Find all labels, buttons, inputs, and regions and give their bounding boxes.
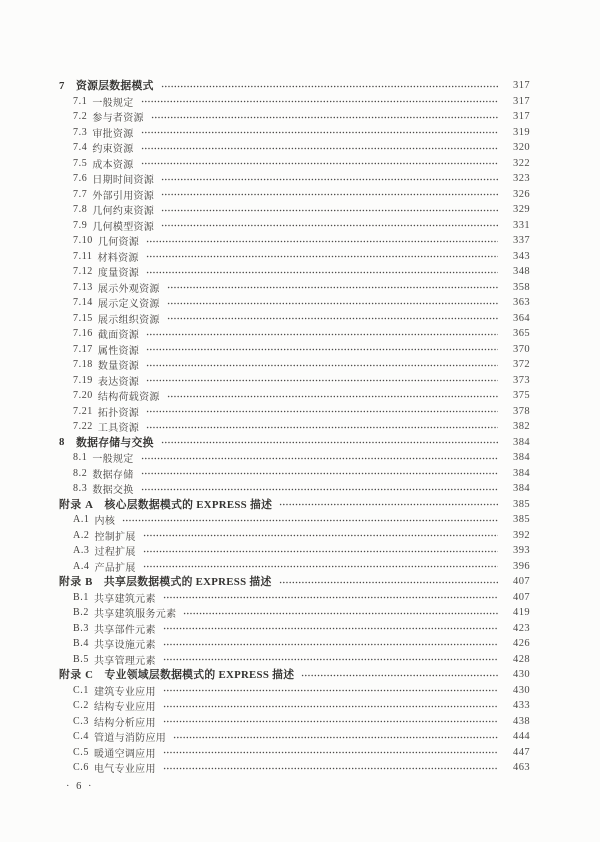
toc-entry-page: 317 <box>513 111 530 123</box>
toc-entry-title: 结构分析应用 <box>93 717 156 729</box>
toc-entry <box>59 466 530 482</box>
dot-leader <box>163 643 498 646</box>
toc-entry <box>59 559 530 575</box>
toc-entry-page: 348 <box>513 266 530 278</box>
toc-entry-page: 372 <box>513 359 530 371</box>
toc-entry <box>59 667 530 683</box>
dot-leader <box>167 395 498 398</box>
toc-entry-number: B.1 <box>73 591 89 603</box>
toc-entry-title: 成本资源 <box>92 159 134 171</box>
toc-entry-title: 专业领域层数据模式的 EXPRESS 描述 <box>104 669 295 682</box>
dot-leader <box>167 302 498 305</box>
dot-leader <box>143 550 498 553</box>
toc-entry-title: 数据交换 <box>92 485 134 497</box>
dot-leader <box>141 472 498 475</box>
toc-entry <box>59 295 530 311</box>
dot-leader <box>146 348 498 351</box>
toc-entry-title: 一般规定 <box>92 454 134 466</box>
toc-entry-title: 结构专业应用 <box>93 702 156 714</box>
toc-entry <box>59 264 530 280</box>
toc-entry-title: 展示定义资源 <box>97 299 160 311</box>
toc-entry-title: 数量资源 <box>97 361 140 373</box>
toc-entry <box>59 419 530 435</box>
dot-leader <box>183 612 498 615</box>
toc-entry-number: 7.13 <box>73 281 93 293</box>
toc-entry-title: 共享层数据模式的 EXPRESS 描述 <box>103 576 272 589</box>
toc-entry-title: 共享建筑服务元素 <box>93 609 177 621</box>
toc-entry-title: 共享设施元素 <box>93 640 156 652</box>
toc-entry-page: 384 <box>513 452 530 464</box>
toc-entry-title: 外部引用资源 <box>92 190 155 202</box>
footer-page-number: · 6 · <box>66 781 94 792</box>
toc-entry-title: 过程扩展 <box>94 547 136 559</box>
dot-leader <box>141 147 498 150</box>
toc-entry-number: 7.17 <box>73 343 93 355</box>
toc-entry-title: 电气专业应用 <box>93 764 156 776</box>
toc-entry-page: 430 <box>513 669 530 681</box>
toc-entry-number: B.4 <box>73 638 89 650</box>
toc-entry-title: 参与者资源 <box>92 113 144 125</box>
toc-entry-number: 7.20 <box>73 390 93 402</box>
toc-entry <box>59 326 530 342</box>
toc-entry-title: 表达资源 <box>97 376 140 388</box>
toc-entry-page: 329 <box>513 204 530 216</box>
toc-entry <box>59 388 530 404</box>
toc-entry-page: 385 <box>513 498 530 510</box>
toc-entry-title: 日期时间资源 <box>92 175 155 187</box>
dot-leader <box>143 534 498 537</box>
toc-entry-page: 447 <box>513 746 530 758</box>
toc-entry <box>59 94 530 110</box>
toc-entry-number: 7 <box>59 79 65 92</box>
dot-leader <box>161 209 498 212</box>
toc-entry-number: 7.9 <box>73 219 88 231</box>
dot-leader <box>163 767 498 770</box>
toc-entry-page: 382 <box>513 421 530 433</box>
dot-leader <box>161 193 498 196</box>
toc-entry-page: 428 <box>513 653 530 665</box>
toc-entry-page: 322 <box>513 157 530 169</box>
dot-leader <box>141 488 498 491</box>
toc-entry <box>59 683 530 699</box>
toc-list <box>59 78 530 776</box>
toc-entry <box>59 745 530 761</box>
dot-leader <box>279 581 498 584</box>
dot-leader <box>146 271 498 274</box>
toc-entry-title: 展示组织资源 <box>97 314 160 326</box>
toc-entry <box>59 636 530 652</box>
toc-entry-page: 337 <box>513 235 530 247</box>
toc-entry <box>59 311 530 327</box>
toc-entry-page: 378 <box>513 405 530 417</box>
toc-entry-page: 444 <box>513 731 530 743</box>
toc-entry-number: B.3 <box>73 622 89 634</box>
toc-entry-number: 7.11 <box>73 250 93 262</box>
dot-leader <box>146 379 498 382</box>
toc-entry <box>59 605 530 621</box>
toc-entry-number: 7.14 <box>73 297 93 309</box>
dot-leader <box>163 658 498 661</box>
dot-leader <box>163 720 498 723</box>
toc-entry-number: A.3 <box>73 545 90 557</box>
toc-entry-number: 7.16 <box>73 328 93 340</box>
toc-entry-page: 373 <box>513 374 530 386</box>
toc-entry <box>59 218 530 234</box>
toc-entry-number: 附录 A <box>59 498 94 511</box>
toc-entry <box>59 171 530 187</box>
toc-entry-number: 7.18 <box>73 359 93 371</box>
dot-leader <box>163 705 498 708</box>
toc-entry-title: 几何模型资源 <box>92 221 155 233</box>
dot-leader <box>301 674 498 677</box>
toc-entry-page: 364 <box>513 312 530 324</box>
toc-entry <box>59 233 530 249</box>
dot-leader <box>163 627 498 630</box>
toc-entry-page: 407 <box>513 591 530 603</box>
dot-leader <box>163 596 498 599</box>
toc-entry-page: 393 <box>513 545 530 557</box>
toc-entry-title: 数据存储 <box>92 469 134 481</box>
toc-entry-title: 属性资源 <box>97 345 140 357</box>
toc-entry-title: 产品扩展 <box>94 562 136 574</box>
toc-entry <box>59 404 530 420</box>
toc-entry-page: 385 <box>513 514 530 526</box>
toc-entry-title: 管道与消防应用 <box>93 733 167 745</box>
toc-entry-page: 419 <box>513 607 530 619</box>
dot-leader <box>122 519 498 522</box>
toc-entry <box>59 512 530 528</box>
toc-entry-page: 433 <box>513 700 530 712</box>
toc-entry <box>59 760 530 776</box>
toc-entry-page: 331 <box>513 219 530 231</box>
toc-entry-page: 438 <box>513 715 530 727</box>
dot-leader <box>143 565 498 568</box>
toc-entry-title: 核心层数据模式的 EXPRESS 描述 <box>104 498 273 511</box>
toc-entry <box>59 621 530 637</box>
dot-leader <box>146 410 498 413</box>
dot-leader <box>161 224 498 227</box>
toc-entry <box>59 497 530 513</box>
toc-entry-number: 7.1 <box>73 95 88 107</box>
dot-leader <box>173 736 498 739</box>
toc-entry-title: 共享建筑元素 <box>93 593 156 605</box>
toc-entry <box>59 140 530 156</box>
toc-entry-title: 约束资源 <box>92 144 134 156</box>
toc-entry <box>59 435 530 451</box>
toc-entry-page: 358 <box>513 281 530 293</box>
dot-leader <box>146 255 498 258</box>
toc-entry <box>59 528 530 544</box>
toc-entry <box>59 698 530 714</box>
dot-leader <box>161 85 498 88</box>
toc-entry-page: 323 <box>513 173 530 185</box>
toc-entry-title: 共享管理元素 <box>93 655 156 667</box>
toc-entry-title: 结构荷载资源 <box>97 392 160 404</box>
toc-entry-number: C.6 <box>73 762 89 774</box>
toc-entry <box>59 714 530 730</box>
dot-leader <box>146 333 498 336</box>
dot-leader <box>146 240 498 243</box>
toc-entry-number: A.2 <box>73 529 90 541</box>
dot-leader <box>163 689 498 692</box>
toc-entry-title: 展示外观资源 <box>97 283 160 295</box>
toc-entry-number: C.3 <box>73 715 89 727</box>
toc-entry <box>59 249 530 265</box>
toc-entry-number: C.5 <box>73 746 89 758</box>
toc-entry-title: 截面资源 <box>97 330 140 342</box>
toc-entry-page: 384 <box>513 483 530 495</box>
toc-entry-number: 8.2 <box>73 467 88 479</box>
toc-entry-title: 暖通空调应用 <box>93 748 156 760</box>
toc-entry-number: 附录 B <box>59 576 93 589</box>
toc-entry-title: 建筑专业应用 <box>93 686 156 698</box>
toc-entry <box>59 109 530 125</box>
toc-entry-title: 内核 <box>94 516 116 528</box>
toc-entry-number: C.1 <box>73 684 89 696</box>
toc-entry-title: 审批资源 <box>92 128 134 140</box>
dot-leader <box>279 503 498 506</box>
toc-entry <box>59 574 530 590</box>
toc-entry-title: 材料资源 <box>97 252 139 264</box>
toc-entry-number: 7.4 <box>73 142 88 154</box>
dot-leader <box>141 100 498 103</box>
dot-leader <box>161 178 498 181</box>
toc-entry-title: 数据存储与交换 <box>76 436 154 449</box>
toc-entry-page: 423 <box>513 622 530 634</box>
toc-entry <box>59 450 530 466</box>
toc-entry-number: 8.1 <box>73 452 88 464</box>
toc-entry-number: C.4 <box>73 731 89 743</box>
toc-entry-number: 7.19 <box>73 374 93 386</box>
toc-entry-number: B.5 <box>73 653 89 665</box>
toc-entry-page: 363 <box>513 297 530 309</box>
toc-entry-number: 8.3 <box>73 483 88 495</box>
toc-entry-number: B.2 <box>73 607 89 619</box>
toc-entry <box>59 342 530 358</box>
dot-leader <box>146 364 498 367</box>
toc-entry-title: 拓扑资源 <box>97 407 140 419</box>
toc-entry-number: A.1 <box>73 514 90 526</box>
toc-entry-number: 7.2 <box>73 111 88 123</box>
toc-entry-number: 附录 C <box>59 669 94 682</box>
toc-entry-number: 7.7 <box>73 188 88 200</box>
toc-entry-number: 7.22 <box>73 421 93 433</box>
toc-entry-title: 几何资源 <box>97 237 140 249</box>
toc-entry-page: 320 <box>513 142 530 154</box>
toc-entry-page: 317 <box>513 95 530 107</box>
toc-entry-title: 工具资源 <box>97 423 140 435</box>
toc-entry-title: 度量资源 <box>97 268 140 280</box>
toc-entry-page: 365 <box>513 328 530 340</box>
page-footer <box>66 781 94 792</box>
toc-entry-number: 7.10 <box>73 235 93 247</box>
dot-leader <box>167 317 498 320</box>
toc-entry-number: 7.6 <box>73 173 88 185</box>
toc-entry <box>59 187 530 203</box>
toc-entry <box>59 125 530 141</box>
toc-entry-number: 7.12 <box>73 266 93 278</box>
toc-entry-page: 384 <box>513 436 530 448</box>
toc-entry-number: 7.3 <box>73 126 88 138</box>
toc-entry <box>59 481 530 497</box>
toc-entry-number: 8 <box>59 436 65 449</box>
toc-entry <box>59 280 530 296</box>
toc-entry-page: 319 <box>513 126 530 138</box>
toc-entry-page: 430 <box>513 684 530 696</box>
toc-entry-page: 343 <box>513 250 530 262</box>
toc-entry <box>59 543 530 559</box>
toc-entry-page: 463 <box>513 762 530 774</box>
dot-leader <box>141 457 498 460</box>
dot-leader <box>151 116 498 119</box>
toc-entry-title: 共享部件元素 <box>93 624 156 636</box>
toc-entry-number: A.4 <box>73 560 90 572</box>
dot-leader <box>163 751 498 754</box>
toc-entry-page: 375 <box>513 390 530 402</box>
dot-leader <box>161 441 498 444</box>
toc-entry <box>59 202 530 218</box>
toc-entry-title: 资源层数据模式 <box>76 80 154 93</box>
toc-entry-number: 7.15 <box>73 312 93 324</box>
toc-entry-title: 控制扩展 <box>94 531 136 543</box>
toc-entry <box>59 78 530 94</box>
toc-entry <box>59 156 530 172</box>
toc-entry-title: 几何约束资源 <box>92 206 155 218</box>
toc-entry <box>59 357 530 373</box>
toc-entry <box>59 373 530 389</box>
toc-entry <box>59 590 530 606</box>
toc-entry-page: 396 <box>513 560 530 572</box>
dot-leader <box>167 286 498 289</box>
toc-entry-page: 407 <box>513 576 530 588</box>
toc-entry-number: 7.8 <box>73 204 88 216</box>
toc-entry-page: 392 <box>513 529 530 541</box>
toc-entry-page: 384 <box>513 467 530 479</box>
dot-leader <box>146 426 498 429</box>
toc-entry <box>59 729 530 745</box>
toc-entry-page: 317 <box>513 80 530 92</box>
toc-entry-number: 7.21 <box>73 405 93 417</box>
toc-entry-page: 326 <box>513 188 530 200</box>
toc-entry-title: 一般规定 <box>92 97 134 109</box>
toc-entry-number: 7.5 <box>73 157 88 169</box>
toc-entry-page: 426 <box>513 638 530 650</box>
toc-entry-number: C.2 <box>73 700 89 712</box>
toc-entry <box>59 652 530 668</box>
dot-leader <box>141 131 498 134</box>
toc-entry-page: 370 <box>513 343 530 355</box>
dot-leader <box>141 162 498 165</box>
